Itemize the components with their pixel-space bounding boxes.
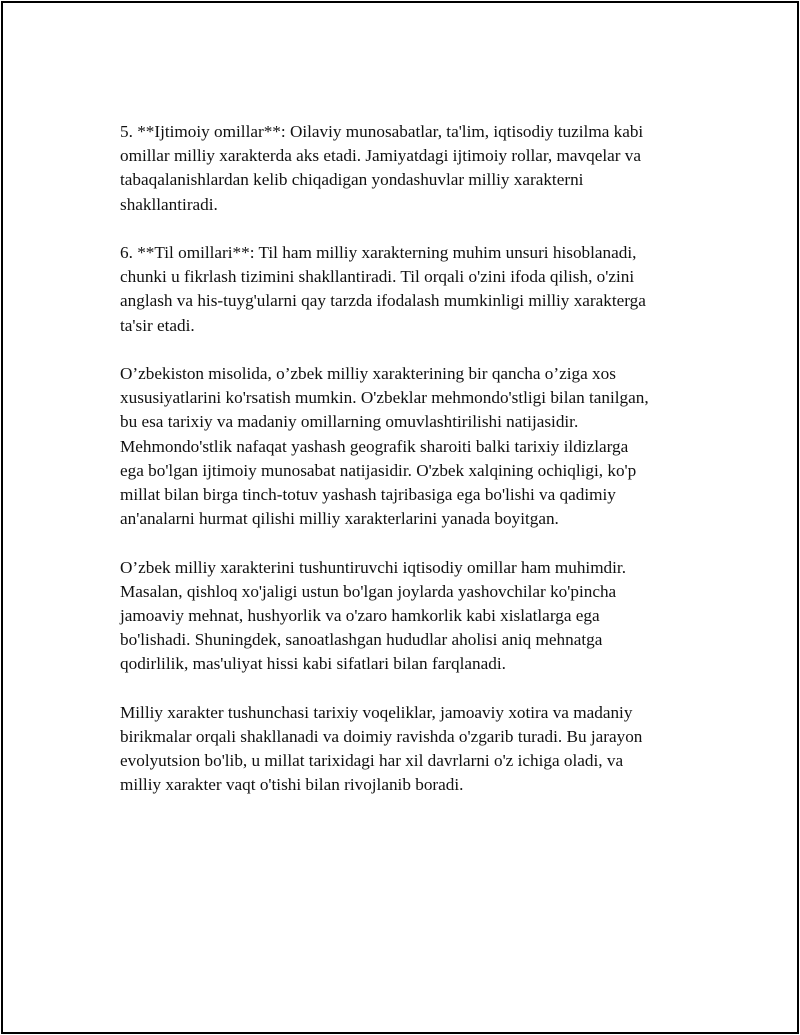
- text-line: tabaqalanishlardan kelib chiqadigan yondashuvlar milliy xarakterni: [120, 170, 584, 190]
- text-line: xususiyatlarini ko'rsatish mumkin. O'zbeklar mehmondo'stligi bilan tanilgan,: [120, 388, 649, 408]
- text-line: milliy xarakter vaqt o'tishi bilan rivojlanib boradi.: [120, 775, 464, 795]
- text-line: Masalan, qishloq xo'jaligi ustun bo'lgan joylarda yashovchilar ko'pincha: [120, 581, 617, 601]
- text-line: an'analarni hurmat qilishi milliy xarakterlarini yanada boyitgan.: [120, 509, 559, 529]
- text-line: shakllantiradi.: [120, 194, 218, 214]
- text-line: millat bilan birga tinch-totuv yashash tajribasiga ega bo'lishi va qadimiy: [120, 485, 616, 505]
- text-line: O’zbekiston misolida, o’zbek milliy xarakterining bir qancha o’ziga xos: [120, 364, 616, 383]
- text-line: Mehmondo'stlik nafaqat yashash geografik sharoiti balki tarixiy ildizlarga: [120, 436, 629, 456]
- text-line: bo'lishadi. Shuningdek, sanoatlashgan hududlar aholisi aniq mehnatga: [120, 630, 603, 650]
- paragraph-economic-factors: [120, 556, 692, 677]
- text-line: omillar milliy xarakterda aks etadi. Jamiyatdagi ijtimoiy rollar, mavqelar va: [120, 146, 641, 166]
- document-body: [120, 120, 692, 822]
- text-line: jamoaviy mehnat, hushyorlik va o'zaro hamkorlik kabi xislatlarga ega: [120, 606, 600, 626]
- text-line: Milliy xarakter tushunchasi tarixiy voqeliklar, jamoaviy xotira va madaniy: [120, 702, 633, 722]
- paragraph-national-character-concept: [120, 701, 692, 798]
- text-line: qodirlilik, mas'uliyat hissi kabi sifatlari bilan farqlanadi.: [120, 654, 506, 674]
- text-line: birikmalar orqali shakllanadi va doimiy ravishda o'zgarib turadi. Bu jarayon: [120, 727, 643, 747]
- text-line: O’zbek milliy xarakterini tushuntiruvchi iqtisodiy omillar ham muhimdir.: [120, 557, 626, 577]
- text-line: ta'sir etadi.: [120, 315, 195, 335]
- paragraph-uzbekistan-example: [120, 362, 692, 531]
- text-line: 5. **Ijtimoiy omillar**: Oilaviy munosabatlar, ta'lim, iqtisodiy tuzilma kabi: [120, 122, 644, 141]
- text-line: evolyutsion bo'lib, u millat tarixidagi har xil davrlarni o'z ichiga oladi, va: [120, 751, 624, 771]
- text-line: chunki u fikrlash tizimini shakllantiradi. Til orqali o'zini ifoda qilish, o'zini: [120, 267, 635, 287]
- text-line: anglash va his-tuyg'ularni qay tarzda ifodalash mumkinligi milliy xarakterga: [120, 291, 646, 311]
- text-line: bu esa tarixiy va madaniy omillarning omuvlashtirilishi natijasidir.: [120, 412, 579, 432]
- document-page: [1, 1, 799, 1034]
- text-line: 6. **Til omillari**: Til ham milliy xarakterning muhim unsuri hisoblanadi,: [120, 243, 637, 262]
- text-line: ega bo'lgan ijtimoiy munosabat natijasidir. O'zbek xalqining ochiqligi, ko'p: [120, 460, 637, 480]
- paragraph-social-factors: [120, 120, 692, 217]
- paragraph-language-factors: [120, 241, 692, 338]
